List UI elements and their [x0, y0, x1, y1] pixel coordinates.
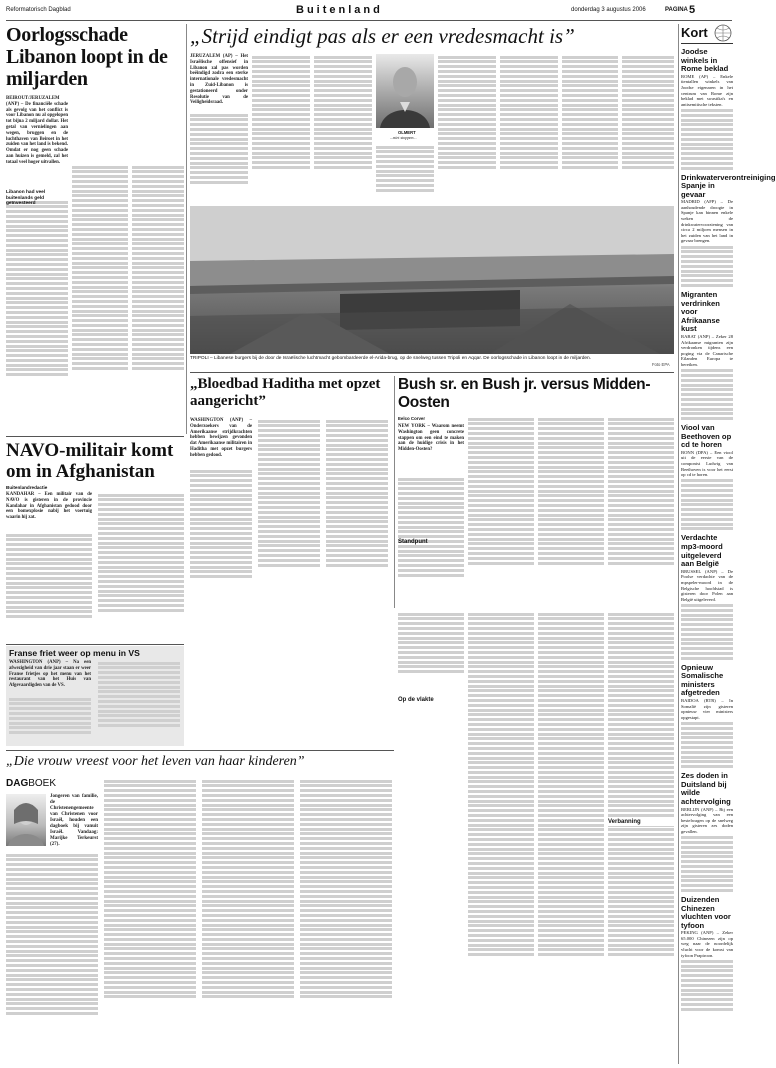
olmert-photo [376, 54, 434, 128]
portrait-icon [376, 54, 434, 128]
dagboek-col-4-text [300, 780, 392, 999]
navo-col-2-text [98, 494, 184, 612]
kort-item-8-more [681, 960, 733, 1011]
article-frans [6, 646, 184, 746]
navo-col-1-text [6, 534, 92, 619]
navo-byline: Buitenlandredactie [6, 485, 48, 490]
bush-col-2-text [468, 418, 534, 565]
kort-item-7-text: BERLIJN (ANP) – Bij een achtervolging van een bestelwagen op de snelweg zijn gisteren zes doden gevallen. [681, 806, 733, 834]
kort-item-7-more [681, 836, 733, 892]
quote-col-7 [562, 54, 618, 204]
kort-item-3 [681, 291, 733, 420]
kort-item-4-more [681, 479, 733, 530]
quote-col-1-text [190, 114, 248, 184]
page-date: donderdag 3 augustus 2006 [571, 7, 646, 13]
navo-headline: NAVO-militair komt om in Afghanistan [6, 440, 174, 482]
bush-col-3b [538, 611, 604, 1051]
portrait-icon [6, 794, 46, 846]
haditha-col-1 [190, 468, 252, 606]
navo-col-2 [98, 492, 184, 640]
bush-col-2b [468, 611, 534, 1051]
article-navo [6, 440, 184, 640]
bush-col-1-text [398, 478, 464, 577]
paper-name: Reformatorisch Dagblad [6, 7, 71, 13]
bush-byline: Eelco Corver [398, 416, 426, 421]
article-quote-top [190, 24, 674, 204]
kort-item-6 [681, 664, 733, 769]
kort-item-3-title: Migranten verdrinken voor Afrikaanse kust [681, 290, 720, 334]
quote-col-8 [622, 54, 674, 204]
haditha-top-rule [190, 372, 674, 373]
lebanon-col-3-text [132, 166, 184, 370]
bush-col-1b-text [398, 613, 464, 674]
kort-rule [678, 24, 679, 1064]
kort-item-1-text: ROME (AP) – Enkele tientallen winkels van Joodse eigenaren in het centrum van Rome zijn beklad met swastika's en antisemitische teksten. [681, 73, 733, 107]
quote-col-2-text [252, 56, 310, 169]
lebanon-subhead: Libanon had veel buitenlands geld geïnvesteerd [6, 190, 46, 207]
bush-col-4-text [608, 418, 674, 565]
haditha-col-2-text [258, 420, 320, 567]
quote-headline: „Strijd eindigt pas als er een vredesmacht is” [190, 24, 575, 48]
quote-col-5 [438, 54, 496, 204]
page-number: 5 [689, 4, 696, 16]
frans-lead: WASHINGTON (ANP) – Na een afwezigheid van drie jaar staan er weer Franse frietjes op het menu van het restaurant van het Huis van Afgevaardigden van de VS. [9, 660, 91, 689]
frans-col-1-text [9, 698, 91, 735]
kort-item-5-title: Verdachte mp3-moord uitgeleverd aan België [681, 533, 723, 569]
bush-sub-verbanning: Verbanning [608, 819, 674, 826]
quote-col-3 [314, 54, 372, 204]
header-rule [6, 20, 732, 21]
dagboek-label-bold: DAG [6, 778, 29, 789]
lebanon-col-2 [72, 164, 128, 429]
dagboek-col-2 [104, 778, 196, 1062]
haditha-col-3-text [326, 420, 388, 567]
page-label: PAGINA [665, 7, 688, 13]
bush-headline: Bush sr. en Bush jr. versus Midden-Oosten [398, 376, 651, 411]
globe-icon [711, 24, 733, 42]
bush-col-4b-text [608, 613, 674, 957]
frans-col-1 [9, 696, 91, 744]
lebanon-col-1 [6, 199, 68, 429]
kort-item-6-more [681, 722, 733, 768]
bush-lead: NEW YORK – Waarom neemt Washington geen concrete stappen om een eind te maken aan de huidige crisis in het Midden-Oosten? [398, 424, 464, 453]
kort-item-2-title: Drinkwaterverontreiniging Spanje in gevaar [681, 172, 776, 199]
bush-col-1b [398, 611, 464, 691]
quote-col-3-text [314, 56, 372, 169]
bush-sub-standpunt: Standpunt [398, 539, 428, 545]
kort-item-4-text: BONN (DPA) – Een viool uit de eerste van de componist Ludwig van Beethoven is voor het eerst op cd te horen. [681, 449, 733, 478]
haditha-col-1-text [190, 470, 252, 579]
haditha-lead: WASHINGTON (ANP) – Onderzoekers van de Amerikaanse strijdkrachten hebben bewijzen gevonden dat Amerikaanse militairen in Haditha met opzet burgers hebben gedood. [190, 418, 252, 458]
navo-col-1 [6, 532, 92, 640]
bridge-scene-icon [190, 206, 674, 354]
navo-lead: KANDAHAR – Een militair van de NAVO is gisteren in de provincie Kandahar in Afghanistan gedood door een bomexplosie nabij het voertuig waarin hij zat. [6, 492, 92, 521]
haditha-col-2 [258, 418, 320, 606]
lebanon-headline: Oorlogsschade Libanon loopt in de miljarden [6, 24, 168, 90]
column-rule-2 [394, 376, 395, 608]
kort-item-2 [681, 172, 776, 288]
quote-col-4-text [376, 146, 434, 192]
bush-sub-vlakte: Op de vlakte [398, 697, 434, 703]
bush-col-4 [608, 416, 674, 606]
main-photo-caption: TRIPOLI – Libanese burgers bij de door de Israëlische luchtmacht gebombardeerde el-Arida-brug, op de snelweg tussen Tripoli en Aqqar. De oorlogsschade in Libanon loopt in de miljarden. [190, 356, 592, 361]
column-rule-1 [186, 24, 187, 434]
frans-col-2-text [98, 662, 180, 727]
lebanon-lead: BEIROUT/JERUZALEM (ANP) – De financiële schade als gevolg van het conflict is voor Libanon nu al opgelopen tot bijna 2 miljard dollar. Het getal van vernielingen aan wegen, bruggen en de luchthaven van Beiroet in het zuiden van het land is bekend. Omdat er nog geen schade aan huizen is gemeld, zal het totaal veel hoger uitvallen. [6, 96, 68, 165]
frans-headline: Franse friet weer op menu in VS [9, 648, 140, 658]
kort-title-bar [681, 24, 733, 44]
quote-col-6-text [500, 56, 558, 169]
kort-item-2-text: MADRID (AFP) – De aanhoudende droogte in Spanje kan binnen enkele weken de drinkwatervoorziening van circa 2 miljoen mensen in het zuiden van het land in gevaar brengen. [681, 199, 733, 244]
lebanon-col-2-text [72, 166, 128, 370]
dagboek-col-3 [202, 778, 294, 1062]
navo-top-rule [6, 436, 184, 437]
quote-col-5-text [438, 56, 496, 169]
kort-item-2-more [681, 246, 733, 287]
kort-item-3-more [681, 369, 733, 420]
quote-col-1 [190, 112, 248, 204]
main-photo-credit: Foto EPA [652, 362, 670, 367]
kort-item-6-text: BAIDOA (RTR) – In Somalië zijn gisteren opnieuw vier ministers opgestapt. [681, 698, 733, 720]
frans-col-2 [98, 660, 180, 744]
dagboek-photo [6, 794, 46, 846]
quote-col-4 [376, 144, 434, 204]
haditha-col-3 [326, 418, 388, 606]
article-bush [398, 376, 674, 1062]
bush-col-2b-text [468, 613, 534, 957]
kort-item-1-title: Joodse winkels in Rome beklad [681, 47, 729, 74]
kort-item-6-title: Opnieuw Somalische ministers afgetreden [681, 662, 724, 698]
kort-item-7 [681, 772, 733, 892]
kort-item-8 [681, 896, 733, 1011]
olmert-caption-text: ...niet stoppen... [390, 135, 417, 140]
main-photo [190, 206, 674, 354]
kort-sidebar [681, 24, 776, 1064]
article-dagboek [6, 754, 394, 1064]
quote-lead: JERUZALEM (AP) – Het Israëlische offensief in Libanon zal pas worden beëindigd zodra een sterke internationale vredesmacht in Zuid-Libanon is gestationeerd onder Resolutie van de Veiligheidsraad. [190, 54, 248, 106]
quote-col-6 [500, 54, 558, 204]
bush-col-3 [538, 416, 604, 606]
kort-item-5-text: BRUSSEL (ANP) – De Poolse verdachte van de mpspeler-moord in de Belgische hoofdstad is gisteren door Polen aan België uitgeleverd. [681, 568, 733, 602]
quote-col-8-text [622, 56, 674, 169]
quote-col-2 [252, 54, 310, 204]
dagboek-col-1 [6, 852, 98, 1062]
kort-item-7-title: Zes doden in Duitsland bij wilde achtervolging [681, 771, 731, 806]
frans-top-rule [6, 644, 184, 645]
page-header [6, 4, 732, 20]
quote-col-7-text [562, 56, 618, 169]
dagboek-headline: „Die vrouw vreest voor het leven van haar kinderen” [6, 754, 305, 769]
lebanon-col-3 [132, 164, 184, 429]
haditha-headline: „Bloedbad Haditha met opzet aangericht” [190, 376, 381, 409]
lebanon-col-1-text [6, 201, 68, 377]
kort-title: Kort [681, 25, 708, 40]
kort-item-5 [681, 534, 733, 659]
kort-item-8-title: Duizenden Chinezen vluchten voor tyfoon [681, 894, 731, 930]
article-lebanon [6, 24, 184, 432]
bush-col-2 [468, 416, 534, 606]
dagboek-lead: Jongeren van familie, de Christenengemeente van Christenen voor Israël, houden een dagboek bij vanuit Israël. Vandaag: Marijke Terkeurst (27). [50, 794, 98, 847]
section-title: Buitenland [296, 4, 383, 16]
kort-item-4-title: Viool van Beethoven op cd te horen [681, 423, 732, 450]
kort-item-1 [681, 48, 733, 170]
dagboek-col-2-text [104, 780, 196, 999]
dagboek-top-rule [6, 750, 394, 751]
kort-item-4 [681, 424, 733, 530]
kort-item-5-more [681, 604, 733, 660]
dagboek-col-4 [300, 778, 392, 1062]
kort-item-1-more [681, 109, 733, 170]
dagboek-label-light: BOEK [28, 778, 57, 789]
bush-col-4b [608, 611, 674, 1051]
kort-item-8-text: PEKING (ANP) – Zeker 65.000 Chinezen zijn op weg naar de noordelijk vlucht voor de komst van tyfoon Prapiroon. [681, 930, 733, 958]
olmert-caption-name: OLMERT [398, 130, 416, 135]
article-haditha [190, 376, 390, 746]
dagboek-col-1-text [6, 854, 98, 1015]
bush-col-3b-text [538, 613, 604, 957]
dagboek-col-3-text [202, 780, 294, 999]
bush-col-3-text [538, 418, 604, 565]
kort-item-3-text: RABAT (ANP) – Zeker 28 Afrikaanse migranten zijn verdronken tijdens een poging via de Canarische Eilanden Europa te bereiken. [681, 333, 733, 367]
dagboek-label [6, 778, 56, 789]
